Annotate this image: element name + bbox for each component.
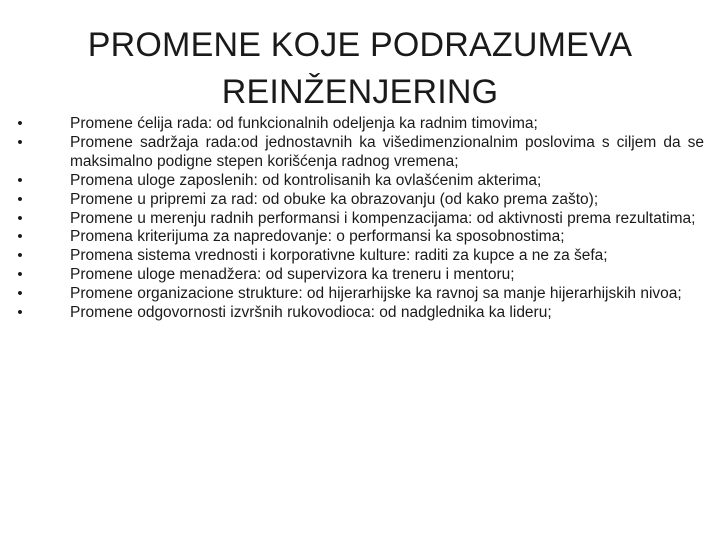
bullet-item — [14, 266, 704, 285]
bullet-dot-icon: • — [17, 304, 23, 322]
slide-title: PROMENE KOJE PODRAZUMEVA REINŽENJERING — [87, 26, 633, 111]
bullet-dot-icon: • — [17, 190, 23, 208]
bullet-item — [14, 134, 704, 172]
bullet-dot-icon: • — [17, 115, 23, 132]
bullet-item — [14, 210, 704, 229]
bullet-dot-icon: • — [17, 171, 23, 189]
bullet-text: Promene sadržaja rada:od jednostavnih ka višedimenzionalnim poslovima s ciljem da se maksimalno podigne stepen korišćenja radnog vremena; — [70, 133, 704, 170]
bullet-text: Promena kriterijuma za napredovanje: o performansi ka sposobnostima; — [70, 228, 565, 246]
bullet-text: Promene ćelija rada: od funkcionalnih odeljenja ka radnim timovima; — [70, 115, 538, 132]
bullet-item — [14, 115, 704, 134]
bullet-text: Promene u pripremi za rad: od obuke ka obrazovanju (od kako prema zašto); — [70, 190, 599, 208]
bullet-dot-icon: • — [17, 228, 23, 246]
bullet-text: Promene odgovornosti izvršnih rukovodioca: od nadglednika ka lideru; — [70, 304, 552, 322]
bullet-item — [14, 285, 704, 304]
bullet-dot-icon: • — [17, 209, 23, 227]
bullet-item — [14, 228, 704, 247]
bullet-item — [14, 247, 704, 266]
bullet-item — [14, 172, 704, 191]
bullet-item — [14, 304, 704, 323]
bullet-dot-icon: • — [17, 247, 23, 265]
bullet-item — [14, 191, 704, 210]
bullet-dot-icon: • — [17, 133, 23, 151]
bullet-text: Promena sistema vrednosti i korporativne kulture: raditi za kupce a ne za šefa; — [70, 247, 608, 265]
bullet-text: Promene uloge menadžera: od supervizora ka treneru i mentoru; — [70, 266, 515, 284]
bullet-dot-icon: • — [17, 285, 23, 303]
bullet-dot-icon: • — [17, 266, 23, 284]
bullet-text: Promene organizacione strukture: od hijerarhijske ka ravnoj sa manje hijerarhijskih nivoa; — [70, 285, 682, 303]
bullet-text: Promene u merenju radnih performansi i kompenzacijama: od aktivnosti prema rezultatima; — [70, 209, 696, 227]
bullet-text: Promena uloge zaposlenih: od kontrolisanih ka ovlašćenim akterima; — [70, 171, 542, 189]
bullet-list — [14, 115, 704, 323]
